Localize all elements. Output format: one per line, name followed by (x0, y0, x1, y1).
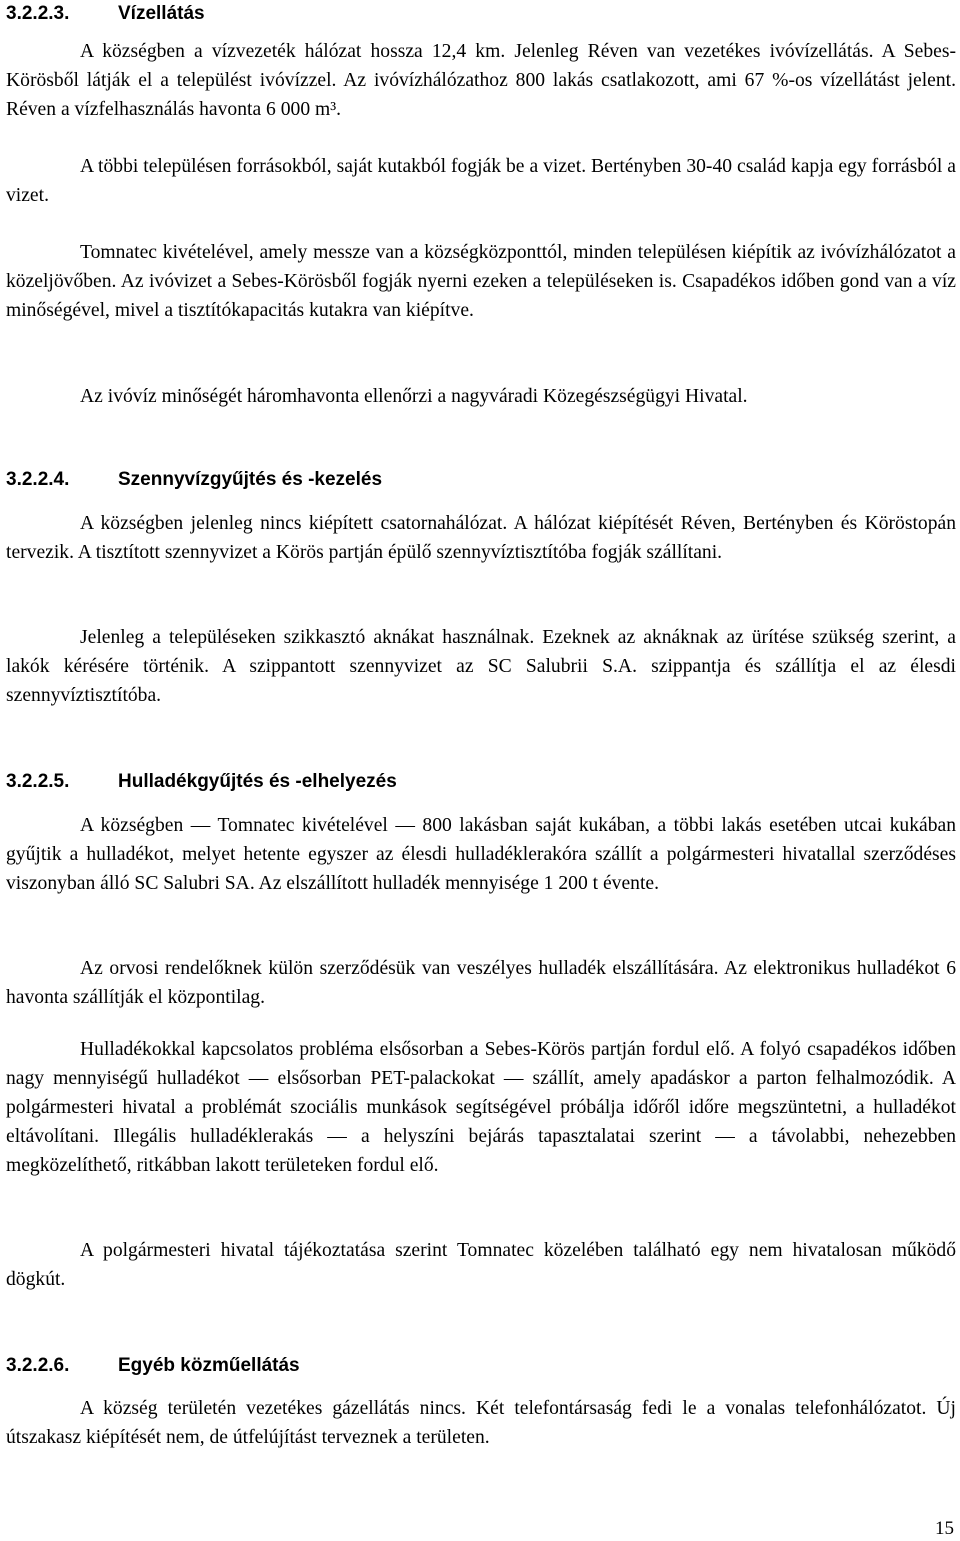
paragraph: Az ivóvíz minőségét háromhavonta ellenőrzi a nagyváradi Közegészségügyi Hivatal. (80, 386, 748, 407)
paragraph: A polgármesteri hivatal tájékoztatása szerint Tomnatec közelében található egy nem hivatalosan működő dögkút. (6, 1240, 956, 1290)
paragraph: Az orvosi rendelőknek külön szerződésük van veszélyes hulladék elszállítására. Az elektronikus hulladékot 6 havonta szállítják el központilag. (6, 958, 956, 1008)
paragraph: A községben — Tomnatec kivételével — 800 lakásban saját kukában, a többi lakás esetében utcai kukában gyűjtik a hulladékot, melyet hetente egyszer az élesdi hulladéklerakóra szállít a polgármesteri hivatallal szerződéses viszonyban álló SC Salubri SA. Az elszállított hulladék mennyisége 1 200 t évente. (6, 815, 956, 894)
section-title: Szennyvízgyűjtés és -kezelés (118, 469, 383, 490)
paragraph: Hulladékokkal kapcsolatos probléma elsősorban a Sebes-Körös partján fordul elő. A folyó csapadékos időben nagy mennyiségű hulladékot — elsősorban PET-palackokat — szállít, amely apadáskor a parton felhalmozódik. A polgármesteri hivatal a problémát szociális munkások segítségével próbálja időről időre megszüntetni, a hulladékot eltávolítani. Illegális hulladéklerakás — a helyszíni bejárás tapasztalatai szerint — a távolabbi, nehezebben megközelíthető, ritkábban lakott területeken fordul elő. (6, 1039, 956, 1176)
section-number: 3.2.2.5. (6, 771, 70, 792)
paragraph: A községben jelenleg nincs kiépített csatornahálózat. A hálózat kiépítését Réven, Bertényben és Köröstopán tervezik. A tisztított szennyvizet a Körös partján épülő szennyvíztisztítóba fogják szállítani. (6, 513, 956, 563)
page-number: 15 (935, 1518, 954, 1539)
section-title: Vízellátás (118, 3, 205, 24)
paragraph: Jelenleg a településeken szikkasztó aknákat használnak. Ezeknek az aknáknak az ürítése szükség szerint, a lakók kérésére történik. A szippantott szennyvizet az SC Salubrii S.A. szippantja és szállítja el az élesdi szennyvíztisztítóba. (6, 627, 956, 706)
section-heading (6, 468, 382, 492)
section-title: Hulladékgyűjtés és -elhelyezés (118, 771, 397, 792)
section-number: 3.2.2.3. (6, 3, 70, 24)
paragraph: A többi településen forrásokból, saját kutakból fogják be a vizet. Bertényben 30-40 család kapja egy forrásból a vizet. (6, 156, 956, 206)
section-number: 3.2.2.6. (6, 1355, 70, 1376)
paragraph: A községben a vízvezeték hálózat hossza 12,4 km. Jelenleg Réven van vezetékes ivóvízellátás. A Sebes-Körösből látják el a települést ivóvízzel. Az ivóvízhálózathoz 800 lakás csatlakozott, ami 67 %-os vízellátást jelent. Réven a vízfelhasználás havonta 6 000 m³. (6, 41, 956, 120)
section-number: 3.2.2.4. (6, 469, 70, 490)
section-heading (6, 770, 397, 794)
section-title: Egyéb közműellátás (118, 1355, 300, 1376)
paragraph: A község területén vezetékes gázellátás nincs. Két telefontársaság fedi le a vonalas telefonhálózatot. Új útszakasz kiépítését nem, de útfelújítást terveznek a területen. (6, 1398, 956, 1448)
section-heading (6, 2, 205, 26)
paragraph: Tomnatec kivételével, amely messze van a községközponttól, minden településen kiépítik az ivóvízhálózatot a közeljövőben. Az ivóvizet a Sebes-Körösből fogják nyerni ezeken a településeken is. Csapadékos időben gond van a víz minőségével, mivel a tisztítókapacitás kutakra van kiépítve. (6, 242, 956, 321)
section-heading (6, 1354, 300, 1378)
